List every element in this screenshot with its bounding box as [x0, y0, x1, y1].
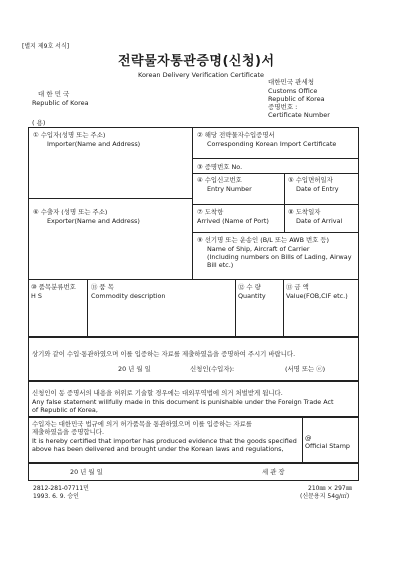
importer-label-ko: ① 수입자(성명 또는 주소) — [33, 131, 106, 139]
arrival-date-label-ko: ⑧ 도착일자 — [288, 208, 321, 216]
footer-approval-no: 2812-281-07711민 — [33, 485, 89, 492]
certification-date: 20 년 월 일 — [70, 468, 103, 476]
row-divider — [192, 232, 359, 233]
value-label-ko: ⑬ 금 액 — [286, 283, 309, 291]
customs-chief-label: 세 관 장 — [262, 468, 285, 476]
quantity-label-en: Quantity — [238, 292, 266, 300]
document-title: 전략물자통관증명(신청)서 — [118, 54, 275, 69]
applicant-signature: (서명 또는 ⓔ) — [285, 365, 326, 373]
usage-mark: ( 용) — [32, 119, 46, 127]
quantity-label-ko: ⑫ 수 량 — [238, 283, 261, 291]
row-divider — [192, 158, 359, 159]
certificate-number-en: Certificate Number — [268, 111, 330, 119]
footer-paper-type: (신문용지 54g/㎡) — [300, 493, 350, 500]
import-cert-label-en: Corresponding Korean Import Certificate — [207, 140, 337, 148]
hs-code-label-en: H S — [31, 292, 42, 300]
carrier-label-en-2: (Including numbers on Bills of Lading, Airway — [207, 253, 352, 261]
entry-date-label-en: Date of Entry — [296, 185, 339, 193]
column-divider — [87, 279, 88, 337]
footer-approval-date: 1993. 6. 9. 승인 — [33, 493, 79, 500]
exporter-label-en: Exporter(Name and Address) — [47, 217, 140, 225]
request-date: 20 년 월 일 — [118, 365, 151, 373]
row-divider — [192, 173, 359, 174]
value-label-en: Value(FOB,CIF etc.) — [286, 292, 348, 300]
arrival-date-label-en: Date of Arrival — [296, 217, 343, 225]
country-ko: 대 한 민 국 — [38, 90, 70, 98]
certification-text-ko-2: 제출하였음을 증명합니다. — [32, 428, 104, 436]
entry-date-label-ko: ⑤ 수입면허일자 — [288, 176, 333, 184]
row-divider — [28, 279, 359, 280]
column-divider — [192, 127, 193, 279]
country-en: Republic of Korea — [32, 99, 89, 107]
row-divider — [192, 204, 359, 205]
importer-label-en: Importer(Name and Address) — [47, 140, 141, 148]
row-divider — [28, 198, 192, 199]
column-divider — [283, 279, 284, 337]
certification-text-en: It is hereby certified that importer has produced evidence that the goods specified above has been delivered and brought under the Korean laws and regulations, — [32, 437, 297, 453]
certification-text-ko-1: 수입자는 대한민국 법규에 의거 허가품목을 통관하였으며 이를 입증하는 자료를 — [32, 420, 252, 428]
office-en-2: Republic of Korea — [268, 95, 325, 103]
stamp-mark: @ — [305, 434, 312, 442]
carrier-label-en-1: Name of Ship, Aircraft of Carrier — [207, 245, 310, 253]
request-section — [28, 337, 359, 381]
import-cert-label-ko: ② 해당 전략물자수입증명서 — [197, 131, 275, 139]
warning-text-en-2: of Republic of Korea, — [32, 406, 98, 414]
column-divider — [284, 173, 285, 232]
office-ko: 대한민국 관세청 — [268, 78, 315, 86]
office-en-1: Customs Office — [268, 87, 318, 95]
certificate-number-ko: 증명번호 : — [268, 103, 298, 111]
commodity-label-ko: ⑪ 품 목 — [91, 283, 114, 291]
carrier-label-en-3: Bill etc.) — [207, 261, 234, 269]
warning-text-ko: 신청인이 동 증명서의 내용을 허위로 기술할 경우에는 대외무역법에 의거 처벌받게 됩니다. — [32, 389, 283, 397]
official-stamp-label: Official Stamp — [305, 442, 350, 450]
document-subtitle: Korean Delivery Verification Certificate — [138, 71, 265, 79]
carrier-label-ko: ⑨ 선기명 또는 운송인 (B/L 또는 AWB 번호 등) — [197, 236, 330, 244]
stamp-divider — [302, 417, 303, 463]
form-number: [별지 제9호 서식] — [22, 43, 70, 50]
warning-text-en-1: Any false statement willfully made in this document is punishable under the Foreign Trade Act — [32, 398, 334, 406]
certificate-no-label: ③ 증명번호 No. — [197, 163, 243, 171]
exporter-label-ko: ⑥ 수출자 (성명 또는 주소) — [33, 208, 108, 216]
applicant-label: 신청인(수입자): — [190, 365, 235, 373]
arrival-port-label-en: Arrived (Name of Port) — [197, 217, 269, 225]
request-statement: 상기와 같이 수입·통관하였으며 이를 입증하는 자료를 제출하였음을 증명하여 주시기 바랍니다. — [32, 350, 296, 358]
column-divider — [235, 279, 236, 337]
arrival-port-label-ko: ⑦ 도착항 — [197, 208, 224, 216]
commodity-label-en: Commodity description — [91, 292, 166, 300]
entry-number-label-ko: ④ 수입신고번호 — [197, 176, 242, 184]
entry-number-label-en: Entry Number — [207, 185, 252, 193]
hs-code-label-ko: ⑩ 품목분류번호 — [31, 283, 76, 291]
footer-paper-size: 210㎜ × 297㎜ — [308, 485, 352, 492]
